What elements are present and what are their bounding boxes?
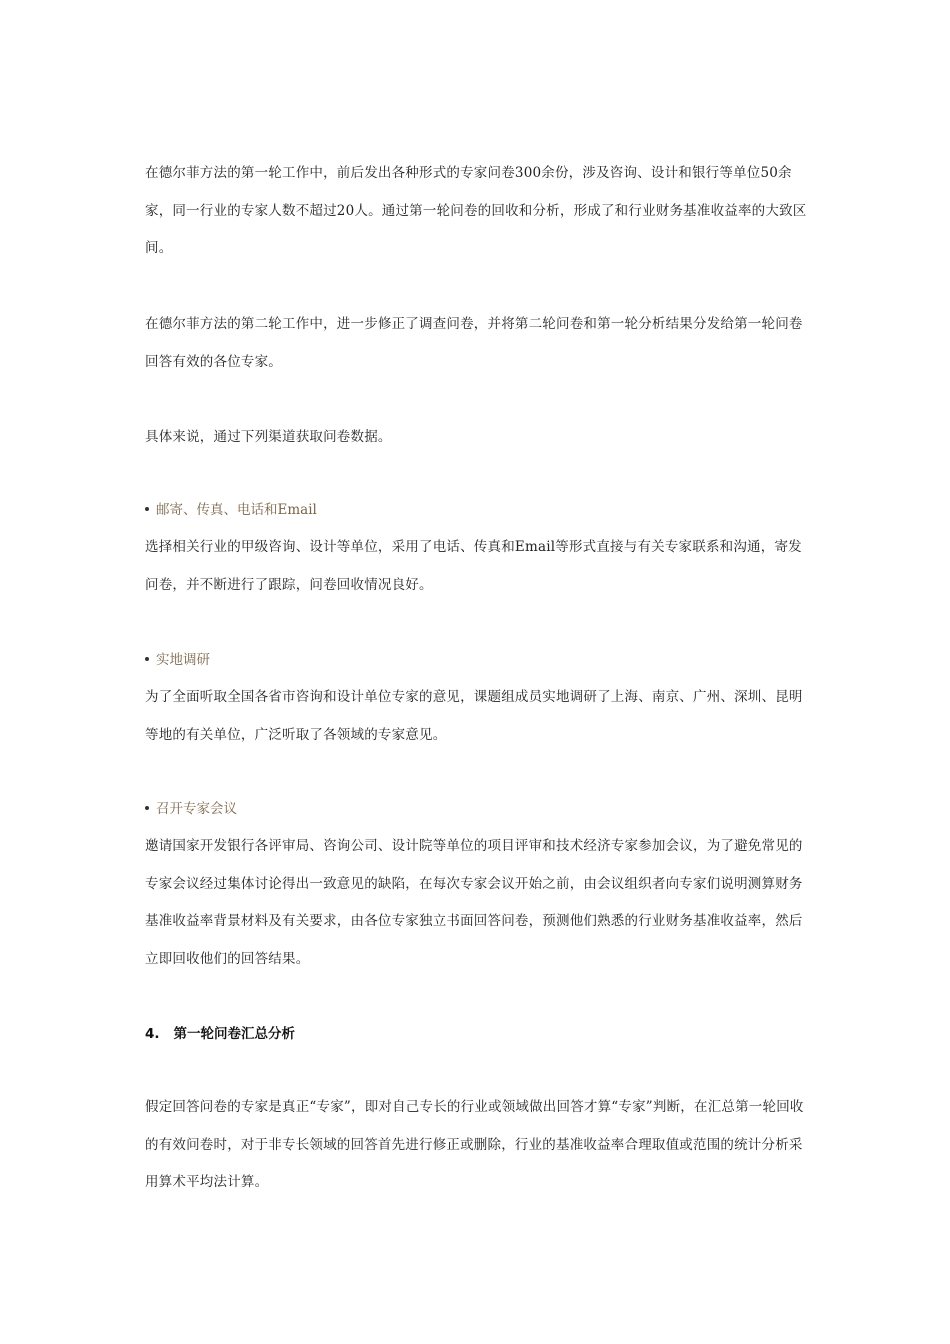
paragraph-mail-fax-phone: 选择相关行业的甲级咨询、设计等单位，采用了电话、传真和Email等形式直接与有关专家联系和沟通，寄发问卷，并不断进行了跟踪，问卷回收情况良好。 [145,539,802,593]
paragraph-summary-analysis: 假定回答问卷的专家是真正“专家”，即对自己专长的行业或领域做出回答才算“专家”判断，在汇总第一轮回收的有效问卷时，对于非专长领域的回答首先进行修正或删除，行业的基准收益率合理取值或范围的统计分析采用算术平均法计算。 [145,1099,804,1190]
bullet-expert-meeting [145,799,237,819]
bullet-label: 邮寄、传真、电话和Email [156,502,317,518]
paragraph-channels-intro: 具体来说，通过下列渠道获取问卷数据。 [145,429,392,445]
bullet-field-research [145,650,210,670]
paragraph-field-research: 为了全面听取全国各省市咨询和设计单位专家的意见，课题组成员实地调研了上海、南京、广州、深圳、昆明等地的有关单位，广泛听取了各领域的专家意见。 [145,689,803,743]
bullet-label: 召开专家会议 [156,801,237,817]
section-heading [145,1024,295,1044]
paragraph-round-one: 在德尔菲方法的第一轮工作中，前后发出各种形式的专家问卷300余份，涉及咨询、设计和银行等单位50余家，同一行业的专家人数不超过20人。通过第一轮问卷的回收和分析，形成了和行业财务基准收益率的大致区间。 [145,165,807,256]
bullet-dot-icon [145,657,149,661]
paragraph-round-two: 在德尔菲方法的第二轮工作中，进一步修正了调查问卷，并将第二轮问卷和第一轮分析结果分发给第一轮问卷回答有效的各位专家。 [145,316,803,370]
section-number: 4. [145,1026,160,1042]
bullet-dot-icon [145,507,149,511]
paragraph-expert-meeting: 邀请国家开发银行各评审局、咨询公司、设计院等单位的项目评审和技术经济专家参加会议，为了避免常见的专家会议经过集体讨论得出一致意见的缺陷，在每次专家会议开始之前，由会议组织者向专家们说明测算财务基准收益率背景材料及有关要求，由各位专家独立书面回答问卷，预测他们熟悉的行业财务基准收益率，然后立即回收他们的回答结果。 [145,838,803,967]
bullet-dot-icon [145,806,149,810]
bullet-mail-fax-phone [145,500,317,520]
bullet-label: 实地调研 [156,652,210,668]
section-title: 第一轮问卷汇总分析 [173,1026,296,1042]
